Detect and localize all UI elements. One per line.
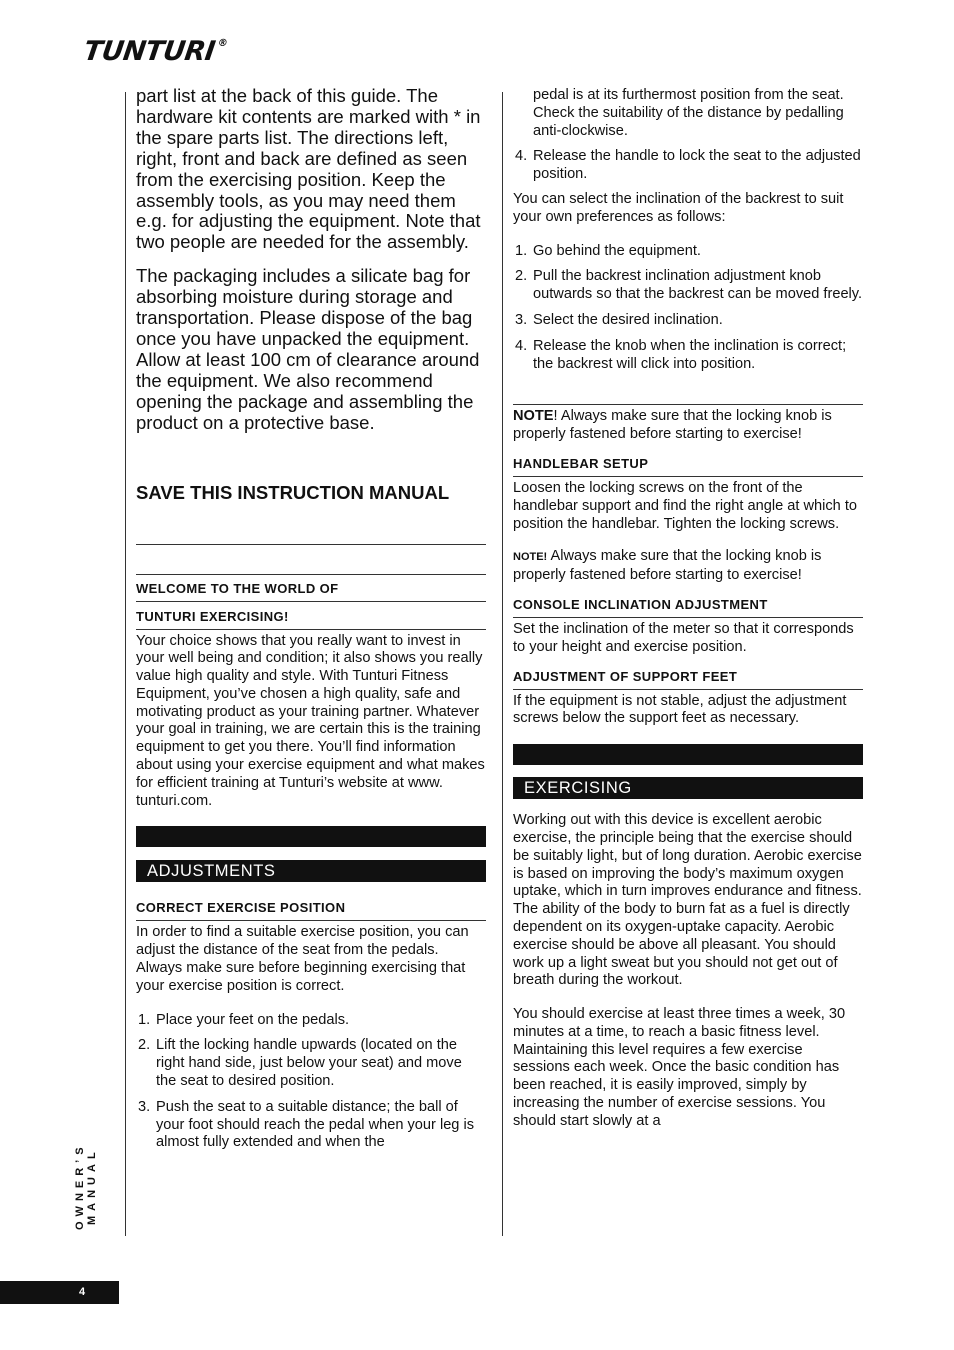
seat-adjust-steps-continued [513,87,863,184]
tunturi-logo: TUNTURI® [81,36,229,67]
page-number-box [0,1281,119,1304]
intro-paragraph-1: part list at the back of this guide. The hardware kit contents are marked with * in the spare parts list. The directions left, right, front and back are defined as seen from the exercising position. Keep the assembly tools, as you may need them e.g. for adjusting the equipment. Note that two people are needed for the assembly. [136,85,481,253]
position-text: In order to find a suitable exercise position, you can adjust the distance of the seat from the pedals. Always make sure before beginning exercising that your exercise position is correct. [136,924,469,994]
welcome-heading-line-2: TUNTURI EXERCISING! [136,609,486,630]
backrest-steps [513,243,863,374]
list-item: pedal is at its furthermost position from the seat. Check the suitability of the distance by pedalling anti-clockwise. [533,87,844,139]
locking-knob-note: NOTE! Always make sure that the locking knob is properly fastened before starting to exercise! [513,408,832,443]
owners-manual-side-label: OWNER’S MANUAL [74,1142,98,1231]
console-text: Set the inclination of the meter so that it corresponds to your height and exercise position. [513,620,854,655]
page-number: 4 [79,1286,86,1298]
handlebar-setup-heading: HANDLEBAR SETUP [513,456,863,477]
left-column-rule [125,92,126,1236]
welcome-heading-line-1: WELCOME TO THE WORLD OF [136,581,486,602]
list-item: 4. Release the knob when the inclination is correct; the backrest will click into position. [515,337,847,372]
list-item: 4. Release the handle to lock the seat to the adjusted position. [515,148,861,183]
list-item: 3. Select the desired inclination. [515,311,723,328]
console-inclination-heading: CONSOLE INCLINATION ADJUSTMENT [513,597,863,618]
right-column-rule [502,92,503,1236]
list-item: 1. Go behind the equipment. [515,242,701,259]
exercising-section-title: EXERCISING [513,777,863,799]
right-column [513,87,863,1131]
list-item: 2. Lift the locking handle upwards (located on the right hand side, just below your seat) and move the seat to desired position. [138,1037,462,1090]
list-item: 1. Place your feet on the pedals. [138,1011,350,1028]
left-column [136,86,486,1152]
exercising-paragraph-1: Working out with this device is excellent aerobic exercise, the principle being that the exercise should be suitably light, but of long duration. Aerobic exercise is based on improving the body’s maximum oxygen uptake, which in turn improves endurance and fitness. The ability of the body to burn fat as a fuel is directly dependent on its oxygen-uptake capacity. Aerobic exercise should be above all pleasant. You should work up a light sweat but you should not get out of breath during the workout. [513,812,862,989]
backrest-intro: You can select the inclination of the backrest to suit your own preferences as follows: [513,190,844,225]
handlebar-text: Loosen the locking screws on the front of the handlebar support and find the right angle at which to position the handlebar. Tighten the locking screws. [513,479,858,532]
support-feet-text: If the equipment is not stable, adjust the adjustment screws below the support feet as necessary. [513,692,847,727]
exercising-paragraph-2: You should exercise at least three times a week, 30 minutes at a time, to reach a basic fitness level. Maintaining this level requires a few exercise sessions each week. Once the basic condition has been reached, it is easily improved, simply by increasing the number of exercise sessions. You should start slowly at a [513,1006,846,1129]
support-feet-heading: ADJUSTMENT OF SUPPORT FEET [513,669,863,690]
section-bar [136,826,486,847]
list-item: 2. Pull the backrest inclination adjustment knob outwards so that the backrest can be moved freely. [515,268,863,303]
seat-adjust-steps [136,1012,486,1153]
save-manual-heading: SAVE THIS INSTRUCTION MANUAL [136,481,450,503]
section-bar [513,744,863,765]
locking-knob-note-2: NOTE! Always make sure that the locking knob is properly fastened before starting to exercise! [513,548,822,584]
correct-position-heading: CORRECT EXERCISE POSITION [136,900,486,921]
welcome-text: Your choice shows that you really want to invest in your well being and condition; it also shows you really value high quality and style. With Tunturi Fitness Equipment, you’ve chosen a high quality, safe and motivating product as your training partner. Whatever your goal in training, we are certain this is the training equipment to get you there. You’ll find information about using your exercise equipment and what makes for efficient training at Tunturi’s website at www. tunturi.com. [136,632,485,809]
adjustments-section-title: ADJUSTMENTS [136,860,486,882]
list-item: 3. Push the seat to a suitable distance; the ball of your foot should reach the pedal when your leg is almost fully extended and when the [138,1098,475,1151]
intro-paragraph-2: The packaging includes a silicate bag for absorbing moisture during storage and transportation. Please dispose of the bag once you have unpacked the equipment. Allow at least 100 cm of clearance around the equipment. We also recommend opening the package and assembling the product on a protective base. [136,265,480,433]
